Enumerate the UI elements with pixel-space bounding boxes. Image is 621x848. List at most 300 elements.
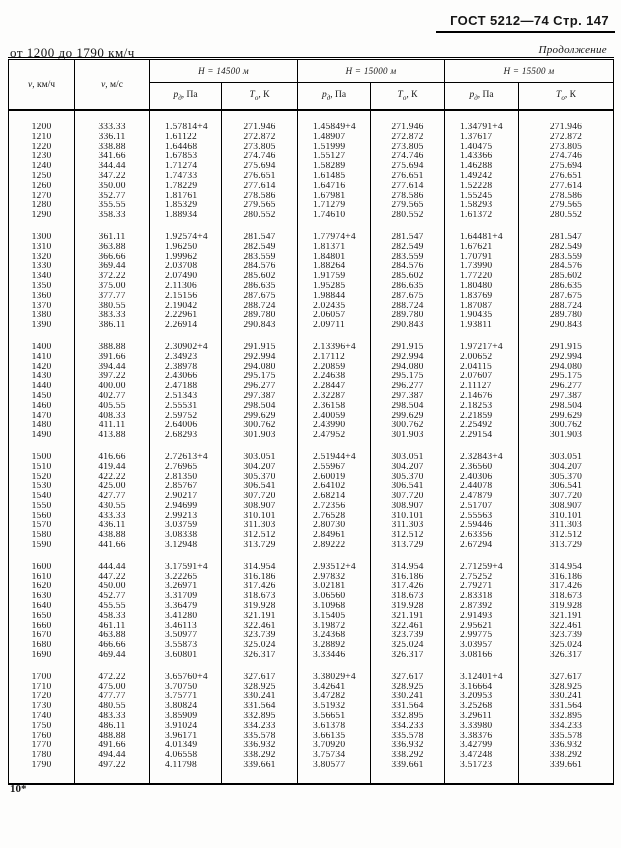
cell: 2.43066 [150, 372, 222, 382]
cell: 273.805 [519, 143, 614, 153]
table-row [9, 502, 614, 512]
cell: 339.661 [222, 761, 298, 771]
cell: 497.22 [75, 761, 150, 771]
table-row [9, 353, 614, 363]
cell: 377.77 [75, 292, 150, 302]
table-row [9, 541, 614, 551]
cell: 2.30902+4 [150, 343, 222, 353]
cell: 3.75734 [298, 751, 371, 761]
cell: 1310 [31, 242, 52, 252]
cell: 287.675 [371, 292, 445, 302]
cell: 3.55873 [150, 641, 222, 651]
cell: 1.74733 [150, 172, 222, 182]
table-row [9, 463, 614, 473]
cell: 1460 [31, 401, 52, 411]
cell: 336.11 [75, 133, 150, 143]
cell: 308.907 [222, 502, 298, 512]
cell: 331.564 [371, 702, 445, 712]
cell: 2.40059 [298, 412, 371, 422]
cell: 380.55 [75, 302, 150, 312]
cell: 466.66 [75, 641, 150, 651]
cell: 3.33980 [445, 722, 519, 732]
cell: 355.55 [75, 201, 150, 211]
cell: 292.994 [519, 353, 614, 363]
cell: 2.85767 [150, 482, 222, 492]
cell: 278.586 [222, 192, 298, 202]
table-row [9, 732, 614, 742]
cell: 2.07607 [445, 372, 519, 382]
table-row [9, 563, 614, 573]
cell: 1.91759 [298, 272, 371, 282]
cell: 3.47248 [445, 751, 519, 761]
cell: 317.426 [222, 582, 298, 592]
cell: 271.946 [371, 123, 445, 133]
table-row [9, 512, 614, 522]
cell: 299.629 [371, 412, 445, 422]
table-row [9, 692, 614, 702]
cell: 274.746 [519, 152, 614, 162]
cell: 358.33 [75, 211, 150, 221]
cell: 1560 [31, 511, 52, 521]
cell: 316.186 [519, 573, 614, 583]
cell: 391.66 [75, 353, 150, 363]
cell: 2.79271 [445, 582, 519, 592]
cell: 306.541 [371, 482, 445, 492]
cell: 304.207 [519, 463, 614, 473]
header-group-h15500: Н = 15500 м [445, 59, 614, 83]
cell: 3.03759 [150, 521, 222, 531]
table-row [9, 473, 614, 483]
cell: 3.65760+4 [150, 673, 222, 683]
cell: 318.673 [222, 592, 298, 602]
cell: 1790 [31, 761, 52, 771]
cell: 1.58293 [445, 201, 519, 211]
table-row [9, 651, 614, 661]
table-row [9, 573, 614, 583]
cell: 2.81350 [150, 473, 222, 483]
cell: 427.77 [75, 492, 150, 502]
header-pd-h15000: $p_д$, Па [298, 83, 371, 111]
cell: 298.504 [371, 402, 445, 412]
cell: 290.843 [222, 321, 298, 331]
cell: 1.61372 [445, 211, 519, 221]
cell: 1720 [31, 692, 52, 702]
cell: 275.694 [371, 162, 445, 172]
cell: 282.549 [519, 243, 614, 253]
cell: 305.370 [222, 473, 298, 483]
cell: 2.76528 [298, 512, 371, 522]
cell: 397.22 [75, 372, 150, 382]
cell: 274.746 [371, 152, 445, 162]
cell: 3.10968 [298, 602, 371, 612]
cell: 3.38029+4 [298, 673, 371, 683]
cell: 2.67294 [445, 541, 519, 551]
cell: 1.77220 [445, 272, 519, 282]
cell: 2.59446 [445, 521, 519, 531]
cell: 3.75771 [150, 692, 222, 702]
cell: 1320 [31, 252, 52, 262]
cell: 430.55 [75, 502, 150, 512]
cell: 281.547 [519, 233, 614, 243]
cell: 286.635 [222, 282, 298, 292]
block-gap [9, 551, 614, 563]
cell: 328.925 [519, 683, 614, 693]
cell: 1430 [31, 372, 52, 382]
cell: 1570 [31, 521, 52, 531]
cell: 285.602 [371, 272, 445, 282]
cell: 306.541 [222, 482, 298, 492]
header-to-h15500: $T_о$, К [519, 83, 614, 111]
block-gap [9, 110, 614, 123]
cell: 338.292 [519, 751, 614, 761]
table-row [9, 751, 614, 761]
cell: 2.36560 [445, 463, 519, 473]
cell: 1.51999 [298, 143, 371, 153]
cell: 3.47282 [298, 692, 371, 702]
cell: 1400 [31, 342, 52, 352]
cell: 310.101 [371, 512, 445, 522]
cell: 336.932 [222, 741, 298, 751]
cell: 491.66 [75, 741, 150, 751]
table-row [9, 162, 614, 172]
table-row [9, 133, 614, 143]
cell: 2.55967 [298, 463, 371, 473]
cell: 300.762 [222, 421, 298, 431]
cell: 2.68293 [150, 431, 222, 441]
cell: 3.16664 [445, 683, 519, 693]
cell: 2.47879 [445, 492, 519, 502]
cell: 2.99775 [445, 631, 519, 641]
cell: 2.44078 [445, 482, 519, 492]
cell: 325.024 [222, 641, 298, 651]
cell: 1470 [31, 411, 52, 421]
cell: 1260 [31, 181, 52, 191]
cell: 335.578 [222, 732, 298, 742]
cell: 413.88 [75, 431, 150, 441]
cell: 292.994 [371, 353, 445, 363]
cell: 312.512 [222, 531, 298, 541]
cell: 339.661 [371, 761, 445, 771]
cell: 469.44 [75, 651, 150, 661]
cell: 1390 [31, 321, 52, 331]
table-row [9, 363, 614, 373]
table-row [9, 392, 614, 402]
cell: 3.24368 [298, 631, 371, 641]
cell: 277.614 [222, 182, 298, 192]
cell: 291.915 [222, 343, 298, 353]
cell: 2.13396+4 [298, 343, 371, 353]
cell: 287.675 [222, 292, 298, 302]
cell: 1.80480 [445, 282, 519, 292]
cell: 298.504 [222, 402, 298, 412]
cell: 322.461 [371, 622, 445, 632]
cell: 1.64716 [298, 182, 371, 192]
cell: 291.915 [519, 343, 614, 353]
cell: 305.370 [371, 473, 445, 483]
cell: 450.00 [75, 582, 150, 592]
cell: 3.61378 [298, 722, 371, 732]
cell: 1.73990 [445, 262, 519, 272]
cell: 1740 [31, 712, 52, 722]
cell: 331.564 [222, 702, 298, 712]
cell: 2.83318 [445, 592, 519, 602]
cell: 1.98844 [298, 292, 371, 302]
cell: 276.651 [222, 172, 298, 182]
cell: 2.55563 [445, 512, 519, 522]
table-row [9, 612, 614, 622]
table-row [9, 311, 614, 321]
cell: 2.90217 [150, 492, 222, 502]
cell: 2.55531 [150, 402, 222, 412]
table-row [9, 292, 614, 302]
cell: 295.175 [371, 372, 445, 382]
cell: 1.92574+4 [150, 233, 222, 243]
cell: 1700 [31, 672, 52, 682]
table-row [9, 712, 614, 722]
cell: 304.207 [222, 463, 298, 473]
cell: 1.37617 [445, 133, 519, 143]
table-row [9, 531, 614, 541]
cell: 3.12948 [150, 541, 222, 551]
cell: 1.52228 [445, 182, 519, 192]
cell: 322.461 [222, 622, 298, 632]
cell: 350.00 [75, 182, 150, 192]
cell: 2.59752 [150, 412, 222, 422]
cell: 1.78229 [150, 182, 222, 192]
cell: 408.33 [75, 412, 150, 422]
cell: 317.426 [519, 582, 614, 592]
cell: 334.233 [222, 722, 298, 732]
cell: 2.43990 [298, 421, 371, 431]
cell: 1.43366 [445, 152, 519, 162]
cell: 444.44 [75, 563, 150, 573]
cell: 1480 [31, 421, 52, 431]
cell: 310.101 [519, 512, 614, 522]
cell: 321.191 [222, 612, 298, 622]
cell: 1410 [31, 352, 52, 362]
cell: 1650 [31, 611, 52, 621]
cell: 298.504 [519, 402, 614, 412]
cell: 319.928 [519, 602, 614, 612]
cell: 452.77 [75, 592, 150, 602]
cell: 2.64102 [298, 482, 371, 492]
cell: 4.01349 [150, 741, 222, 751]
cell: 279.565 [519, 201, 614, 211]
cell: 273.805 [371, 143, 445, 153]
cell: 1.48907 [298, 133, 371, 143]
cell: 383.33 [75, 311, 150, 321]
cell: 4.06558 [150, 751, 222, 761]
cell: 2.26914 [150, 321, 222, 331]
cell: 2.20859 [298, 363, 371, 373]
cell: 319.928 [222, 602, 298, 612]
cell: 1.96250 [150, 243, 222, 253]
table-row [9, 722, 614, 732]
cell: 289.780 [371, 311, 445, 321]
cell: 322.461 [519, 622, 614, 632]
cell: 1580 [31, 531, 52, 541]
cell: 2.47188 [150, 382, 222, 392]
cell: 319.928 [371, 602, 445, 612]
cell: 303.051 [371, 453, 445, 463]
cell: 1.49242 [445, 172, 519, 182]
cell: 1.55127 [298, 152, 371, 162]
table-row [9, 631, 614, 641]
cell: 296.277 [371, 382, 445, 392]
cell: 419.44 [75, 463, 150, 473]
cell: 472.22 [75, 673, 150, 683]
cell: 1.74610 [298, 211, 371, 221]
cell: 3.28892 [298, 641, 371, 651]
cell: 339.661 [519, 761, 614, 771]
cell: 411.11 [75, 421, 150, 431]
cell: 330.241 [222, 692, 298, 702]
cell: 286.635 [371, 282, 445, 292]
cell: 2.72613+4 [150, 453, 222, 463]
cell: 2.72356 [298, 502, 371, 512]
table-row [9, 372, 614, 382]
cell: 2.68214 [298, 492, 371, 502]
cell: 2.11306 [150, 282, 222, 292]
cell: 321.191 [371, 612, 445, 622]
cell: 1.88264 [298, 262, 371, 272]
table-row [9, 272, 614, 282]
cell: 2.14676 [445, 392, 519, 402]
cell: 2.11127 [445, 382, 519, 392]
cell: 1200 [31, 123, 52, 132]
cell: 2.97832 [298, 573, 371, 583]
cell: 2.75252 [445, 573, 519, 583]
cell: 3.33446 [298, 651, 371, 661]
cell: 283.559 [222, 253, 298, 263]
cell: 335.578 [519, 732, 614, 742]
header-to-h14500: $T_о$, К [222, 83, 298, 111]
cell: 1.61122 [150, 133, 222, 143]
cell: 2.95621 [445, 622, 519, 632]
cell: 295.175 [222, 372, 298, 382]
cell: 303.051 [222, 453, 298, 463]
table-body [9, 110, 614, 784]
block-gap [9, 661, 614, 673]
cell: 2.04115 [445, 363, 519, 373]
cell: 305.370 [519, 473, 614, 483]
cell: 3.22265 [150, 573, 222, 583]
cell: 3.08166 [445, 651, 519, 661]
cell: 2.71259+4 [445, 563, 519, 573]
cell: 338.292 [371, 751, 445, 761]
table-row [9, 673, 614, 683]
block-gap [9, 221, 614, 233]
cell: 1370 [31, 301, 52, 311]
table-row [9, 431, 614, 441]
cell: 3.25268 [445, 702, 519, 712]
cell: 3.91024 [150, 722, 222, 732]
cell: 274.746 [222, 152, 298, 162]
cell: 3.70920 [298, 741, 371, 751]
cell: 1.34791+4 [445, 123, 519, 133]
table-row [9, 402, 614, 412]
cell: 2.06057 [298, 311, 371, 321]
block-gap [9, 771, 614, 784]
cell: 1.64481+4 [445, 233, 519, 243]
cell: 2.32843+4 [445, 453, 519, 463]
table-row [9, 343, 614, 353]
cell: 361.11 [75, 233, 150, 243]
cell: 1240 [31, 162, 52, 172]
cell: 280.552 [222, 211, 298, 221]
cell: 1280 [31, 201, 52, 211]
cell: 1.81371 [298, 243, 371, 253]
table-row [9, 123, 614, 133]
cell: 323.739 [519, 631, 614, 641]
cell: 285.602 [519, 272, 614, 282]
cell: 286.635 [519, 282, 614, 292]
cell: 455.55 [75, 602, 150, 612]
cell: 276.651 [371, 172, 445, 182]
cell: 1.71279 [298, 201, 371, 211]
cell: 272.872 [519, 133, 614, 143]
cell: 344.44 [75, 162, 150, 172]
cell: 330.241 [519, 692, 614, 702]
cell: 2.60019 [298, 473, 371, 483]
header-group-h15000: Н = 15000 м [298, 59, 445, 83]
cell: 3.56651 [298, 712, 371, 722]
cell: 425.00 [75, 482, 150, 492]
cell: 327.617 [519, 673, 614, 683]
cell: 1730 [31, 702, 52, 712]
cell: 292.994 [222, 353, 298, 363]
cell: 297.387 [519, 392, 614, 402]
cell: 271.946 [222, 123, 298, 133]
cell: 1.57814+4 [150, 123, 222, 133]
cell: 1750 [31, 721, 52, 731]
cell: 1780 [31, 751, 52, 761]
cell: 299.629 [222, 412, 298, 422]
cell: 326.317 [371, 651, 445, 661]
cell: 1490 [31, 431, 52, 441]
cell: 1.81761 [150, 192, 222, 202]
cell: 1250 [31, 171, 52, 181]
cell: 1.58289 [298, 162, 371, 172]
cell: 2.63356 [445, 531, 519, 541]
table-row [9, 182, 614, 192]
cell: 327.617 [222, 673, 298, 683]
cell: 438.88 [75, 531, 150, 541]
cell: 1680 [31, 641, 52, 651]
cell: 3.31709 [150, 592, 222, 602]
cell: 341.66 [75, 152, 150, 162]
cell: 284.576 [222, 262, 298, 272]
table-row [9, 262, 614, 272]
cell: 307.720 [371, 492, 445, 502]
table-row [9, 492, 614, 502]
table-row [9, 201, 614, 211]
cell: 2.21859 [445, 412, 519, 422]
cell: 388.88 [75, 343, 150, 353]
cell: 311.303 [222, 521, 298, 531]
cell: 334.233 [371, 722, 445, 732]
cell: 1.64468 [150, 143, 222, 153]
cell: 405.55 [75, 402, 150, 412]
cell: 277.614 [371, 182, 445, 192]
cell: 2.94699 [150, 502, 222, 512]
cell: 1600 [31, 562, 52, 572]
cell: 273.805 [222, 143, 298, 153]
cell: 294.080 [371, 363, 445, 373]
cell: 318.673 [519, 592, 614, 602]
table-row [9, 382, 614, 392]
table-row [9, 582, 614, 592]
